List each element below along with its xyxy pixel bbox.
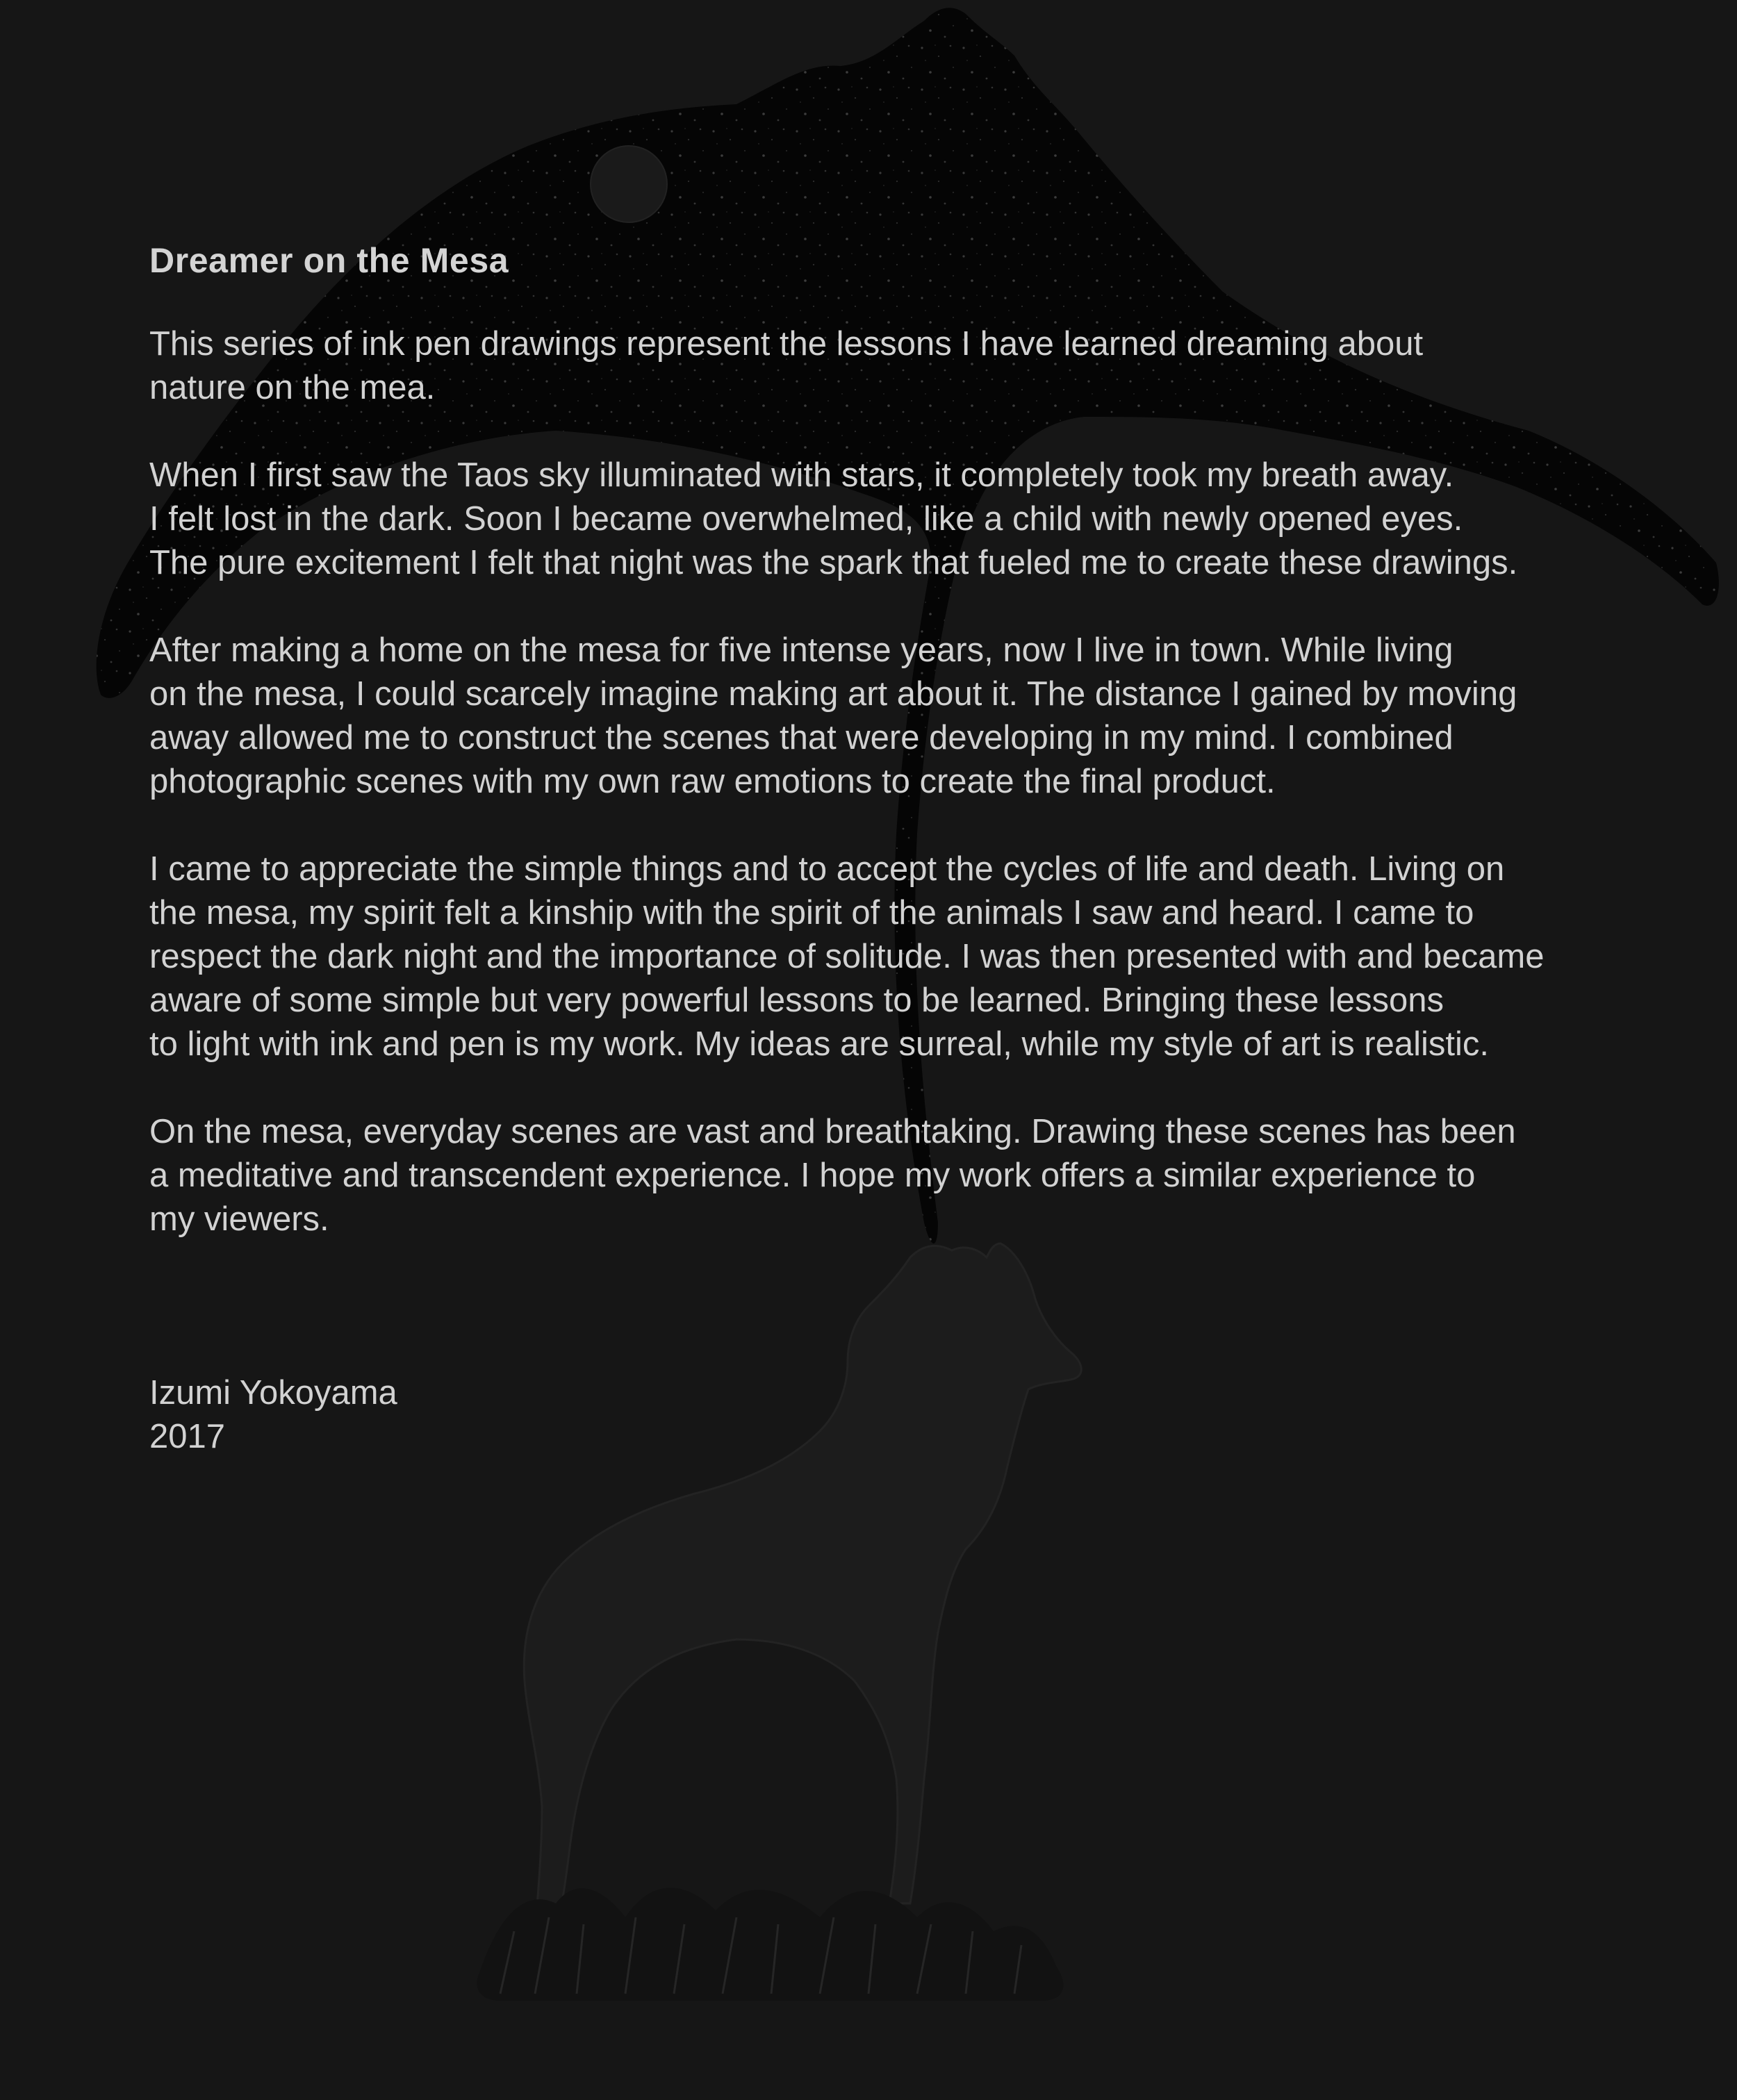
statement-year: 2017 bbox=[149, 1418, 226, 1455]
statement-paragraph-4: I came to appreciate the simple things and to accept the cycles of life and death. Living on the mesa, my spirit felt a kinship with the spirit of the animals I saw and heard. I came to respect the dark night and the importance of solitude. I was then presented with and became aware of some simple but very powerful lessons to be learned. Bringing these lessons to light with ink and pen is my work. My ideas are surreal, while my style of art is realistic. bbox=[149, 850, 1545, 1063]
grass-patch-shape bbox=[477, 1888, 1063, 2001]
statement-paragraph-5: On the mesa, everyday scenes are vast and breathtaking. Drawing these scenes has been a meditative and transcendent experience. I hope my work offers a similar experience to my viewers. bbox=[149, 1113, 1516, 1238]
moon-shape bbox=[591, 146, 667, 222]
artist-statement bbox=[149, 236, 1699, 1459]
author-name: Izumi Yokoyama bbox=[149, 1374, 397, 1412]
signature-block bbox=[149, 1371, 1699, 1459]
statement-paragraph-1: This series of ink pen drawings represent the lessons I have learned dreaming about nature on the mea. bbox=[149, 325, 1424, 406]
statement-paragraph-2: When I first saw the Taos sky illuminated with stars, it completely took my breath away. I felt lost in the dark. Soon I became overwhelmed, like a child with newly opened eyes. The pure excitement I felt that night was the spark that fueled me to create these drawings. bbox=[149, 456, 1518, 581]
statement-title: Dreamer on the Mesa bbox=[149, 241, 509, 280]
statement-paragraph-3: After making a home on the mesa for five intense years, now I live in town. While living on the mesa, I could scarcely imagine making art about it. The distance I gained by moving away allowed me to construct the scenes that were developing in my mind. I combined photographic scenes with my own raw emotions to create the final product. bbox=[149, 631, 1517, 800]
